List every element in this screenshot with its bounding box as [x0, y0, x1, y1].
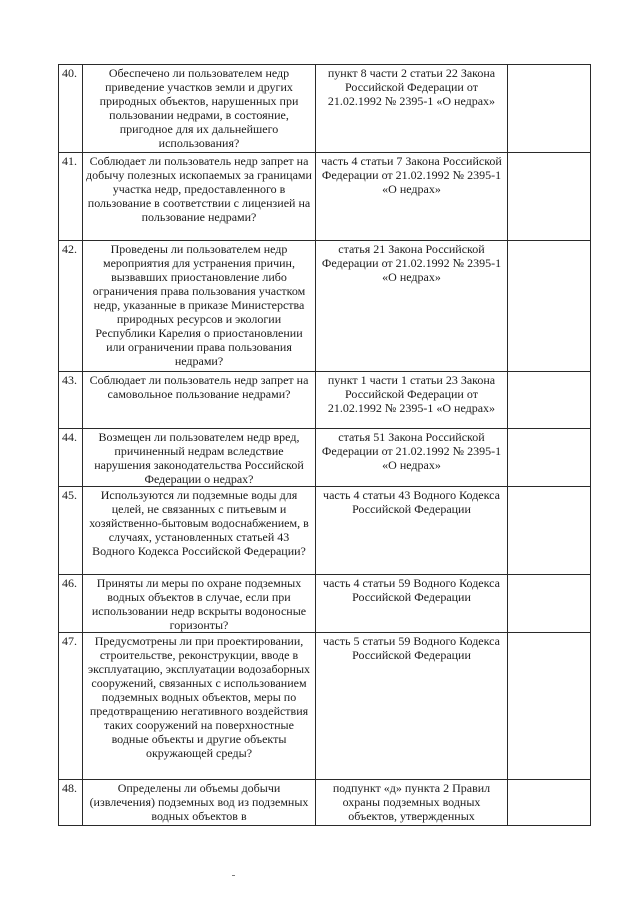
legal-reference-cell: часть 4 статьи 59 Водного Кодекса Российской Федерации [316, 575, 508, 633]
answer-cell [508, 65, 591, 153]
table-row [59, 241, 591, 372]
row-number: 47. [59, 633, 83, 780]
row-number: 41. [59, 153, 83, 241]
question-cell: Предусмотрены ли при проектировании, строительстве, реконструкции, вводе в эксплуатацию, эксплуатации водозаборных сооружений, связанных с использованием подземных водных объектов, меры по предотвращению негативного воздействия таких сооружений на поверхностные водные объекты и другие объекты окружающей среды? [83, 633, 316, 780]
question-cell: Определены ли объемы добычи (извлечения) подземных вод из подземных водных объектов в [83, 780, 316, 826]
row-number: 46. [59, 575, 83, 633]
legal-reference-cell: пункт 8 части 2 статьи 22 Закона Российской Федерации от 21.02.1992 № 2395-1 «О недрах» [316, 65, 508, 153]
question-cell: Используются ли подземные воды для целей, не связанных с питьевым и хозяйственно-бытовым водоснабжением, в случаях, установленных статьей 43 Водного Кодекса Российской Федерации? [83, 487, 316, 575]
table-row [59, 65, 591, 153]
legal-reference-cell: статья 21 Закона Российской Федерации от 21.02.1992 № 2395-1 «О недрах» [316, 241, 508, 372]
answer-cell [508, 153, 591, 241]
row-number: 45. [59, 487, 83, 575]
scan-speck [232, 875, 235, 876]
row-number: 40. [59, 65, 83, 153]
checklist-table [58, 64, 591, 826]
table-row [59, 153, 591, 241]
table-row [59, 372, 591, 429]
row-number: 48. [59, 780, 83, 826]
table-row [59, 575, 591, 633]
answer-cell [508, 780, 591, 826]
answer-cell [508, 575, 591, 633]
table-row [59, 633, 591, 780]
legal-reference-cell: статья 51 Закона Российской Федерации от 21.02.1992 № 2395-1 «О недрах» [316, 429, 508, 487]
question-cell: Соблюдает ли пользователь недр запрет на самовольное пользование недрами? [83, 372, 316, 429]
table-row [59, 429, 591, 487]
table-row [59, 780, 591, 826]
answer-cell [508, 487, 591, 575]
question-cell: Проведены ли пользователем недр мероприятия для устранения причин, вызвавших приостановление либо ограничения права пользования участком недр, указанные в приказе Министерства природных ресурсов и экологии Республики Карелия о приостановлении или ограничении права пользования недрами? [83, 241, 316, 372]
legal-reference-cell: подпункт «д» пункта 2 Правил охраны подземных водных объектов, утвержденных [316, 780, 508, 826]
answer-cell [508, 429, 591, 487]
legal-reference-cell: часть 4 статьи 7 Закона Российской Федерации от 21.02.1992 № 2395-1 «О недрах» [316, 153, 508, 241]
question-cell: Обеспечено ли пользователем недр приведение участков земли и других природных объектов, нарушенных при пользовании недрами, в состояние, пригодное для их дальнейшего использования? [83, 65, 316, 153]
legal-reference-cell: часть 4 статьи 43 Водного Кодекса Российской Федерации [316, 487, 508, 575]
row-number: 44. [59, 429, 83, 487]
row-number: 43. [59, 372, 83, 429]
answer-cell [508, 633, 591, 780]
row-number: 42. [59, 241, 83, 372]
answer-cell [508, 372, 591, 429]
question-cell: Возмещен ли пользователем недр вред, причиненный недрам вследствие нарушения законодательства Российской Федерации о недрах? [83, 429, 316, 487]
question-cell: Соблюдает ли пользователь недр запрет на добычу полезных ископаемых за границами участка недр, предоставленного в пользование в соответствии с лицензией на пользование недрами? [83, 153, 316, 241]
answer-cell [508, 241, 591, 372]
legal-reference-cell: часть 5 статьи 59 Водного Кодекса Российской Федерации [316, 633, 508, 780]
question-cell: Приняты ли меры по охране подземных водных объектов в случае, если при использовании недр вскрыты водоносные горизонты? [83, 575, 316, 633]
table-row [59, 487, 591, 575]
legal-reference-cell: пункт 1 части 1 статьи 23 Закона Российской Федерации от 21.02.1992 № 2395-1 «О недрах» [316, 372, 508, 429]
